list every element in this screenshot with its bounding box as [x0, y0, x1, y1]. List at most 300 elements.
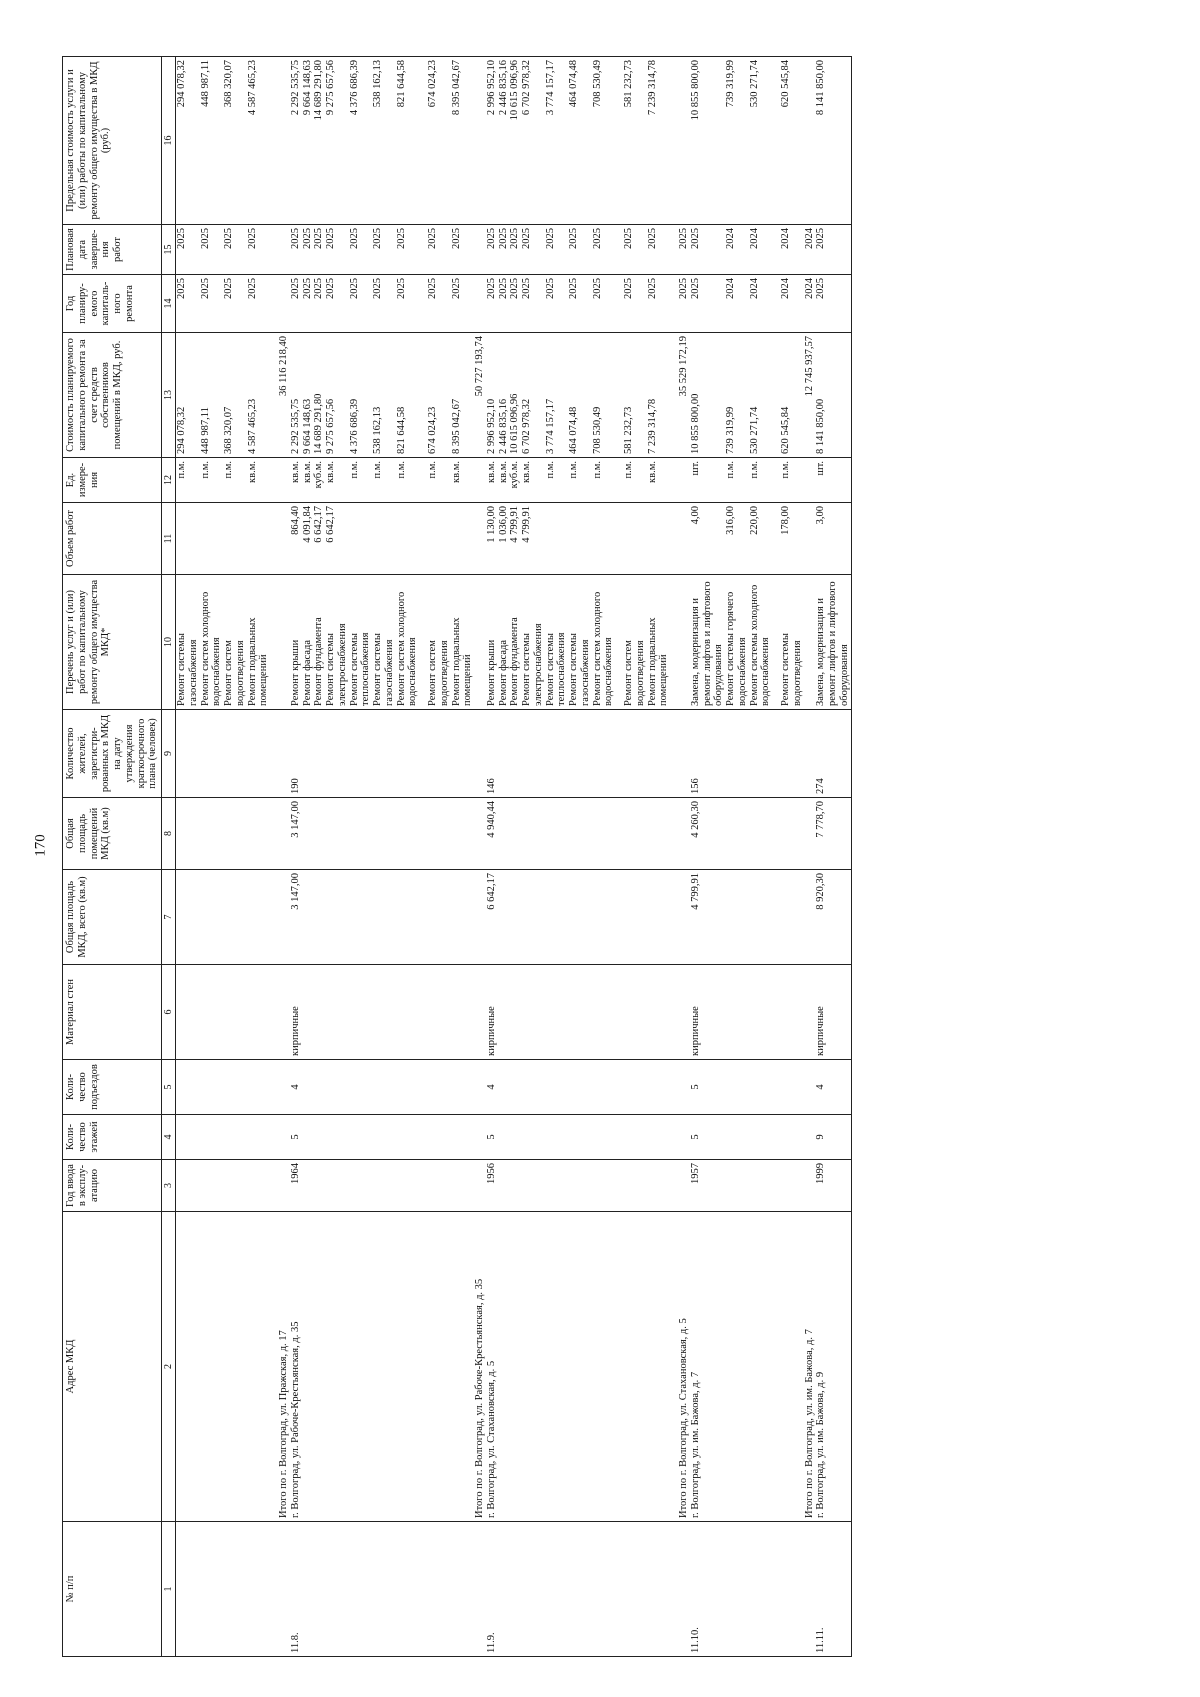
- row-number: [521, 1522, 545, 1657]
- address-cell: [270, 1212, 278, 1522]
- wall-material-cell: [223, 965, 247, 1060]
- work-type-cell: Ремонт систем водоотведения: [223, 575, 247, 710]
- repair-year-cell: 2025: [349, 275, 373, 333]
- row-number: [427, 1522, 451, 1657]
- work-row: [325, 57, 349, 1657]
- total-area-cell: 6 642,17: [486, 870, 498, 965]
- work-type-cell: Ремонт системы газоснабжения: [176, 575, 200, 710]
- cost-cell: 50 727 193,74: [474, 333, 486, 458]
- row-number: [749, 1522, 773, 1657]
- wall-material-cell: [247, 965, 271, 1060]
- cost-cell: 36 116 218,40: [278, 333, 290, 458]
- work-type-cell: Ремонт систем водоотведения: [427, 575, 451, 710]
- total-area-cell: [349, 870, 373, 965]
- row-number: [804, 1522, 816, 1657]
- limit-cost-cell: 581 232,73: [623, 57, 647, 225]
- year-built-cell: [419, 1160, 427, 1212]
- limit-cost-cell: [804, 57, 816, 225]
- work-row: [545, 57, 569, 1657]
- unit-cell: [278, 458, 290, 503]
- work-volume-cell: [772, 503, 780, 575]
- rooms-area-cell: [509, 798, 521, 870]
- rooms-area-cell: [372, 798, 396, 870]
- unit-cell: п.м.: [780, 458, 804, 503]
- header-row: [63, 57, 162, 1657]
- unit-cell: кв.м.: [451, 458, 475, 503]
- floors-cell: [349, 1115, 373, 1160]
- work-row: [313, 57, 325, 1657]
- residents-cell: [302, 710, 314, 798]
- year-built-cell: [498, 1160, 510, 1212]
- cost-cell: 10 615 096,96: [509, 333, 521, 458]
- column-header: Количество жителей, зарегистри-рованных в МКД на дату утверждения краткосрочного плана (человек): [63, 710, 162, 798]
- completion-date-cell: 2025: [313, 225, 325, 275]
- limit-cost-cell: 3 774 157,17: [545, 57, 569, 225]
- entrances-cell: [725, 1060, 749, 1115]
- address-cell: [427, 1212, 451, 1522]
- residents-cell: [647, 710, 671, 798]
- cost-cell: 620 545,84: [780, 333, 804, 458]
- row-number: 11.8.: [290, 1522, 302, 1657]
- unit-cell: кв.м.: [647, 458, 671, 503]
- completion-date-cell: 2025: [349, 225, 373, 275]
- unit-cell: п.м.: [349, 458, 373, 503]
- year-built-cell: [302, 1160, 314, 1212]
- residents-cell: [545, 710, 569, 798]
- entrances-cell: [749, 1060, 773, 1115]
- work-row: [302, 57, 314, 1657]
- work-volume-cell: [396, 503, 420, 575]
- year-built-cell: 1999: [815, 1160, 851, 1212]
- cost-cell: 9 275 657,56: [325, 333, 349, 458]
- wall-material-cell: [176, 965, 200, 1060]
- work-volume-cell: [568, 503, 592, 575]
- work-volume-cell: 864,40: [290, 503, 302, 575]
- column-number: 13: [162, 333, 176, 458]
- row-number: [451, 1522, 475, 1657]
- total-area-cell: [278, 870, 290, 965]
- wall-material-cell: кирпичные: [690, 965, 725, 1060]
- residents-cell: [223, 710, 247, 798]
- address-cell: [725, 1212, 749, 1522]
- residents-cell: [623, 710, 647, 798]
- work-type-cell: Ремонт фасада: [302, 575, 314, 710]
- entrances-cell: [509, 1060, 521, 1115]
- address-cell: [498, 1212, 510, 1522]
- column-number: 10: [162, 575, 176, 710]
- work-volume-cell: 1 130,00: [486, 503, 498, 575]
- address-cell: [772, 1212, 780, 1522]
- residents-cell: [568, 710, 592, 798]
- work-volume-cell: [647, 503, 671, 575]
- address-row: [474, 57, 486, 1657]
- unit-cell: куб.м.: [313, 458, 325, 503]
- rooms-area-cell: [200, 798, 224, 870]
- limit-cost-cell: [474, 57, 486, 225]
- unit-cell: кв.м.: [247, 458, 271, 503]
- repair-year-cell: [270, 275, 278, 333]
- residents-cell: [509, 710, 521, 798]
- completion-date-cell: 2024: [804, 225, 816, 275]
- repair-year-cell: 2025: [290, 275, 302, 333]
- residents-cell: [772, 710, 780, 798]
- limit-cost-cell: [772, 57, 780, 225]
- address-cell: Итого по г. Волгоград, ул. Рабоче-Крестьянская, д. 35: [474, 1212, 486, 1522]
- wall-material-cell: [474, 965, 486, 1060]
- wall-material-cell: кирпичные: [486, 965, 498, 1060]
- unit-cell: п.м.: [545, 458, 569, 503]
- work-row: [780, 57, 804, 1657]
- row-number: [615, 1522, 623, 1657]
- work-volume-cell: 178,00: [780, 503, 804, 575]
- work-volume-cell: 4 799,91: [509, 503, 521, 575]
- row-number: [278, 1522, 290, 1657]
- entrances-cell: [451, 1060, 475, 1115]
- work-type-cell: Ремонт системы газоснабжения: [568, 575, 592, 710]
- work-row: [509, 57, 521, 1657]
- residents-cell: 156: [690, 710, 725, 798]
- wall-material-cell: [623, 965, 647, 1060]
- repair-year-cell: 2025: [247, 275, 271, 333]
- limit-cost-cell: 7 239 314,78: [647, 57, 671, 225]
- column-number: 8: [162, 798, 176, 870]
- total-area-cell: [247, 870, 271, 965]
- floors-cell: [521, 1115, 545, 1160]
- work-volume-cell: [419, 503, 427, 575]
- total-area-cell: [427, 870, 451, 965]
- row-number: [474, 1522, 486, 1657]
- total-area-cell: [451, 870, 475, 965]
- year-built-cell: [349, 1160, 373, 1212]
- floors-cell: [223, 1115, 247, 1160]
- address-cell: [521, 1212, 545, 1522]
- cost-cell: 708 530,49: [592, 333, 616, 458]
- year-built-cell: [568, 1160, 592, 1212]
- wall-material-cell: [521, 965, 545, 1060]
- residents-cell: [396, 710, 420, 798]
- cost-cell: [615, 333, 623, 458]
- work-volume-cell: [615, 503, 623, 575]
- floors-cell: [474, 1115, 486, 1160]
- total-area-cell: [200, 870, 224, 965]
- column-header: Коли-чество подъездов: [63, 1060, 162, 1115]
- total-area-cell: [725, 870, 749, 965]
- repair-year-cell: 2025: [176, 275, 200, 333]
- floors-cell: [615, 1115, 623, 1160]
- work-type-cell: Замена, модернизация и ремонт лифтов и лифтового оборудования: [815, 575, 851, 710]
- limit-cost-cell: 464 074,48: [568, 57, 592, 225]
- year-built-cell: [176, 1160, 200, 1212]
- completion-date-cell: [474, 225, 486, 275]
- limit-cost-cell: 2 996 952,10: [486, 57, 498, 225]
- completion-date-cell: [772, 225, 780, 275]
- address-row: [815, 57, 851, 1657]
- work-type-cell: [678, 575, 690, 710]
- year-built-cell: [474, 1160, 486, 1212]
- total-area-cell: [372, 870, 396, 965]
- cost-cell: 8 395 042,67: [451, 333, 475, 458]
- wall-material-cell: [545, 965, 569, 1060]
- residents-cell: [678, 710, 690, 798]
- row-number: [725, 1522, 749, 1657]
- address-cell: [623, 1212, 647, 1522]
- work-volume-cell: [474, 503, 486, 575]
- work-volume-cell: [678, 503, 690, 575]
- column-header: Перечень услуг и (или) работ по капитальному ремонту общего имущества МКД*: [63, 575, 162, 710]
- rooms-area-cell: [615, 798, 623, 870]
- limit-cost-cell: 739 319,99: [725, 57, 749, 225]
- floors-cell: [670, 1115, 678, 1160]
- completion-date-cell: 2025: [290, 225, 302, 275]
- rooms-area-cell: 4 940,44: [486, 798, 498, 870]
- cost-cell: 6 702 978,32: [521, 333, 545, 458]
- limit-cost-cell: 294 078,32: [176, 57, 200, 225]
- address-cell: [749, 1212, 773, 1522]
- total-area-cell: 3 147,00: [290, 870, 302, 965]
- entrances-cell: [372, 1060, 396, 1115]
- residents-cell: [451, 710, 475, 798]
- repair-year-cell: 2025: [568, 275, 592, 333]
- completion-date-cell: [615, 225, 623, 275]
- work-row: [647, 57, 671, 1657]
- completion-date-cell: [270, 225, 278, 275]
- column-header: № п/п: [63, 1522, 162, 1657]
- entrances-cell: [427, 1060, 451, 1115]
- repair-year-cell: [670, 275, 678, 333]
- work-type-cell: Ремонт системы теплоснабжения: [545, 575, 569, 710]
- repair-year-cell: 2025: [372, 275, 396, 333]
- work-volume-cell: [427, 503, 451, 575]
- row-number: [509, 1522, 521, 1657]
- repair-year-cell: 2025: [396, 275, 420, 333]
- column-header: Общая площадь МКД, всего (кв.м): [63, 870, 162, 965]
- total-area-cell: [474, 870, 486, 965]
- total-area-cell: [223, 870, 247, 965]
- column-number: 9: [162, 710, 176, 798]
- wall-material-cell: кирпичные: [290, 965, 302, 1060]
- floors-cell: [396, 1115, 420, 1160]
- residents-cell: [419, 710, 427, 798]
- address-cell: [568, 1212, 592, 1522]
- work-volume-cell: [592, 503, 616, 575]
- row-number: [313, 1522, 325, 1657]
- completion-date-cell: 2025: [690, 225, 725, 275]
- column-header: Адрес МКД: [63, 1212, 162, 1522]
- unit-cell: куб.м.: [509, 458, 521, 503]
- work-type-cell: Ремонт систем холодного водоснабжения: [200, 575, 224, 710]
- year-built-cell: [270, 1160, 278, 1212]
- entrances-cell: [521, 1060, 545, 1115]
- entrances-cell: [396, 1060, 420, 1115]
- repair-year-cell: [474, 275, 486, 333]
- work-row: [498, 57, 510, 1657]
- rooms-area-cell: [749, 798, 773, 870]
- total-area-cell: [623, 870, 647, 965]
- rooms-area-cell: [451, 798, 475, 870]
- wall-material-cell: [592, 965, 616, 1060]
- wall-material-cell: [678, 965, 690, 1060]
- floors-cell: [725, 1115, 749, 1160]
- rooms-area-cell: [678, 798, 690, 870]
- completion-date-cell: 2024: [749, 225, 773, 275]
- residents-cell: [200, 710, 224, 798]
- total-area-cell: [325, 870, 349, 965]
- column-number: 12: [162, 458, 176, 503]
- row-number: [325, 1522, 349, 1657]
- wall-material-cell: [278, 965, 290, 1060]
- wall-material-cell: кирпичные: [815, 965, 851, 1060]
- rooms-area-cell: [474, 798, 486, 870]
- row-number: [270, 1522, 278, 1657]
- rooms-area-cell: [725, 798, 749, 870]
- repair-year-cell: 2025: [545, 275, 569, 333]
- unit-cell: п.м.: [223, 458, 247, 503]
- work-row: [427, 57, 451, 1657]
- entrances-cell: [270, 1060, 278, 1115]
- residents-cell: [725, 710, 749, 798]
- address-cell: [302, 1212, 314, 1522]
- entrances-cell: [313, 1060, 325, 1115]
- repair-year-cell: 2025: [313, 275, 325, 333]
- column-header: Общая площадь помещений МКД (кв.м): [63, 798, 162, 870]
- work-type-cell: Ремонт систем холодного водоснабжения: [396, 575, 420, 710]
- work-type-cell: Ремонт подвальных помещений: [247, 575, 271, 710]
- work-row: [349, 57, 373, 1657]
- residents-cell: [247, 710, 271, 798]
- work-volume-cell: 6 642,17: [313, 503, 325, 575]
- total-area-cell: [615, 870, 623, 965]
- address-cell: г. Волгоград, ул. Стахановская, д. 5: [486, 1212, 498, 1522]
- work-type-cell: [804, 575, 816, 710]
- unit-cell: кв.м.: [325, 458, 349, 503]
- year-built-cell: [545, 1160, 569, 1212]
- completion-date-cell: 2025: [247, 225, 271, 275]
- work-type-cell: [278, 575, 290, 710]
- rooms-area-cell: [396, 798, 420, 870]
- cost-cell: 368 320,07: [223, 333, 247, 458]
- floors-cell: [545, 1115, 569, 1160]
- rooms-area-cell: 4 260,30: [690, 798, 725, 870]
- floors-cell: [176, 1115, 200, 1160]
- unit-cell: [270, 458, 278, 503]
- rooms-area-cell: [419, 798, 427, 870]
- entrances-cell: [200, 1060, 224, 1115]
- repair-year-cell: [419, 275, 427, 333]
- address-cell: [349, 1212, 373, 1522]
- total-area-cell: [670, 870, 678, 965]
- floors-cell: [592, 1115, 616, 1160]
- year-built-cell: [325, 1160, 349, 1212]
- year-built-cell: 1957: [690, 1160, 725, 1212]
- address-cell: [615, 1212, 623, 1522]
- year-built-cell: [200, 1160, 224, 1212]
- entrances-cell: 4: [815, 1060, 851, 1115]
- floors-cell: [247, 1115, 271, 1160]
- work-type-cell: Ремонт системы холодного водоснабжения: [749, 575, 773, 710]
- row-number: [568, 1522, 592, 1657]
- entrances-cell: [176, 1060, 200, 1115]
- limit-cost-cell: 10 855 800,00: [690, 57, 725, 225]
- rooms-area-cell: [568, 798, 592, 870]
- repair-year-cell: 2025: [325, 275, 349, 333]
- total-area-cell: [509, 870, 521, 965]
- residents-cell: [270, 710, 278, 798]
- work-row: [568, 57, 592, 1657]
- total-area-cell: [749, 870, 773, 965]
- address-cell: [325, 1212, 349, 1522]
- entrances-cell: [804, 1060, 816, 1115]
- entrances-cell: [772, 1060, 780, 1115]
- floors-cell: [498, 1115, 510, 1160]
- wall-material-cell: [302, 965, 314, 1060]
- address-row: [290, 57, 302, 1657]
- rooms-area-cell: [278, 798, 290, 870]
- floors-cell: [325, 1115, 349, 1160]
- entrances-cell: [678, 1060, 690, 1115]
- work-type-cell: [615, 575, 623, 710]
- floors-cell: [623, 1115, 647, 1160]
- row-number: [223, 1522, 247, 1657]
- rooms-area-cell: [223, 798, 247, 870]
- rooms-area-cell: [325, 798, 349, 870]
- capital-repair-table: [62, 56, 852, 1657]
- repair-year-cell: 2025: [498, 275, 510, 333]
- repair-year-cell: 2025: [486, 275, 498, 333]
- rooms-area-cell: [498, 798, 510, 870]
- column-header: Год ввода в эксплу-атацию: [63, 1160, 162, 1212]
- unit-cell: [670, 458, 678, 503]
- cost-cell: 4 376 686,39: [349, 333, 373, 458]
- address-cell: [592, 1212, 616, 1522]
- cost-cell: [772, 333, 780, 458]
- table-body: [176, 57, 852, 1657]
- wall-material-cell: [615, 965, 623, 1060]
- residents-cell: [278, 710, 290, 798]
- work-volume-cell: [270, 503, 278, 575]
- completion-date-cell: [419, 225, 427, 275]
- entrances-cell: [780, 1060, 804, 1115]
- unit-cell: [678, 458, 690, 503]
- limit-cost-cell: 8 141 850,00: [815, 57, 851, 225]
- address-cell: [247, 1212, 271, 1522]
- row-number: [592, 1522, 616, 1657]
- unit-cell: шт.: [690, 458, 725, 503]
- completion-date-cell: 2025: [623, 225, 647, 275]
- cost-cell: 9 664 148,63: [302, 333, 314, 458]
- completion-date-cell: 2025: [451, 225, 475, 275]
- column-number: 3: [162, 1160, 176, 1212]
- address-row: [278, 57, 290, 1657]
- row-number: [678, 1522, 690, 1657]
- address-cell: г. Волгоград, ул. Рабоче-Крестьянская, д. 35: [290, 1212, 302, 1522]
- unit-cell: [474, 458, 486, 503]
- completion-date-cell: 2025: [568, 225, 592, 275]
- row-number: [247, 1522, 271, 1657]
- unit-cell: шт.: [815, 458, 851, 503]
- total-area-cell: [647, 870, 671, 965]
- row-number: [176, 1522, 200, 1657]
- work-volume-cell: [223, 503, 247, 575]
- row-number: [647, 1522, 671, 1657]
- rooms-area-cell: [545, 798, 569, 870]
- entrances-cell: [623, 1060, 647, 1115]
- repair-year-cell: 2025: [427, 275, 451, 333]
- limit-cost-cell: [270, 57, 278, 225]
- residents-cell: [349, 710, 373, 798]
- floors-cell: 5: [486, 1115, 498, 1160]
- work-volume-cell: [176, 503, 200, 575]
- row-number: [396, 1522, 420, 1657]
